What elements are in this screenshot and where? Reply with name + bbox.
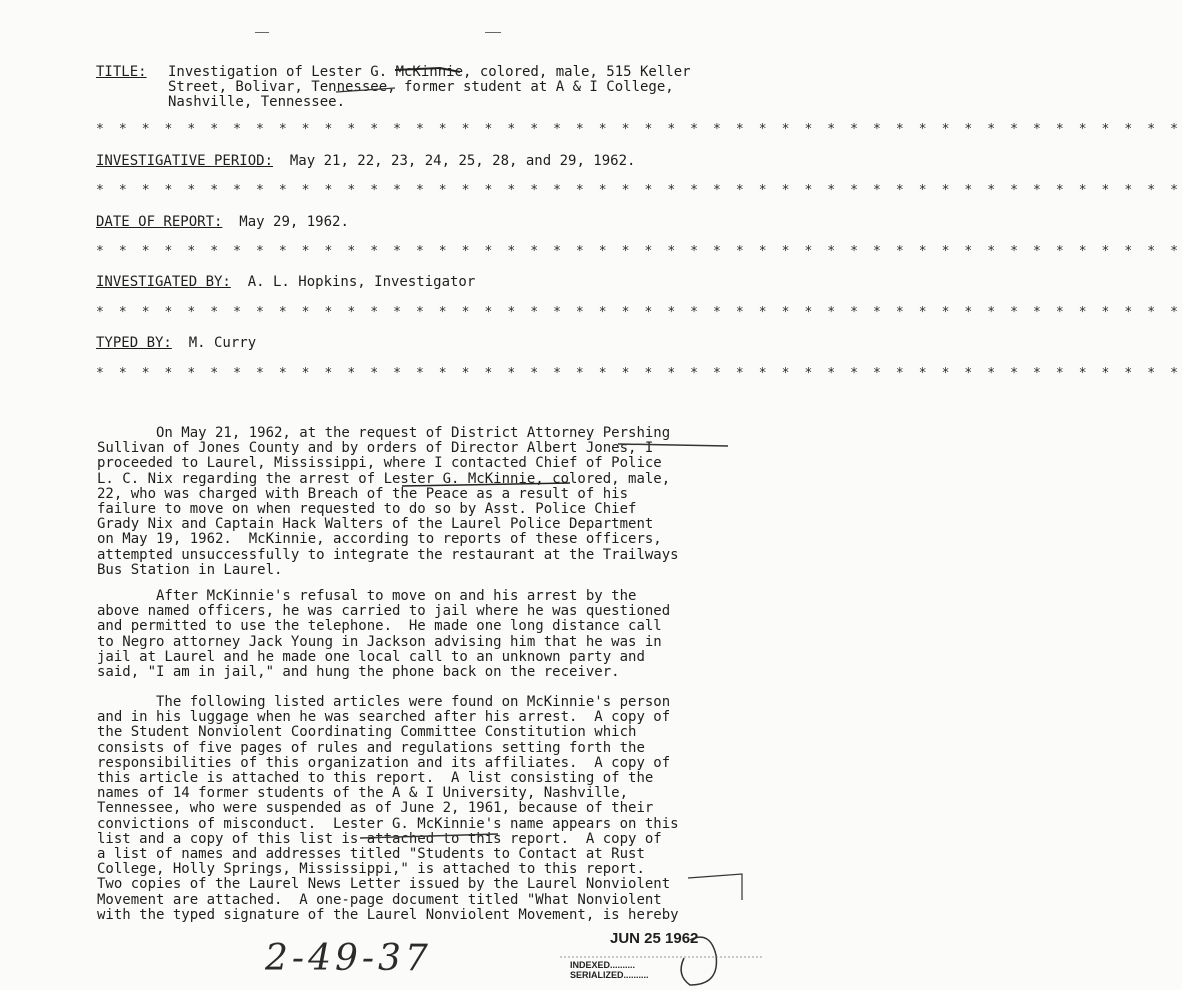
star-divider: * * * * * * * * * * * * * * * * * * * * * * * * * * * * * * * * * * * * * * * * * * * * * * * * (96, 305, 1182, 320)
indexed-line: INDEXED.......... (570, 960, 636, 970)
title-line: Nashville, Tennessee. (168, 94, 346, 110)
text-line: consists of five pages of rules and regulations setting forth the (97, 739, 645, 756)
text-line: the Student Nonviolent Coordinating Committee Constitution which (97, 724, 637, 741)
text-line: with the typed signature of the Laurel Nonviolent Movement, is hereby (97, 906, 679, 923)
date-label: DATE OF REPORT: (96, 214, 223, 230)
typed-value: M. Curry (188, 335, 257, 351)
text-line: On May 21, 1962, at the request of District Attorney Pershing (97, 425, 671, 441)
handwritten-file-number: 2-49-37 (265, 938, 432, 979)
text-line: Movement are attached. A one-page document titled "What Nonviolent (97, 891, 662, 908)
text-line: Tennessee, who were suspended as of June 2, 1961, because of their (97, 800, 654, 817)
text-line: list and a copy of this list is attached to this report. A copy of (97, 830, 662, 847)
period-label: INVESTIGATIVE PERIOD: (96, 153, 274, 169)
text-line: said, "I am in jail," and hung the phone back on the receiver. (97, 664, 620, 681)
text-line: Bus Station in Laurel. (97, 561, 283, 578)
text-line: above named officers, he was carried to jail where he was questioned (97, 603, 671, 620)
star-divider: * * * * * * * * * * * * * * * * * * * * * * * * * * * * * * * * * * * * * * * * * * * * * * * * (96, 122, 1182, 137)
text-line: convictions of misconduct. Lester G. McKinnie's name appears on this (97, 815, 679, 832)
index-stamp (570, 960, 649, 980)
title-line: Investigation of Lester G. McKinnie, colored, male, 515 Keller (168, 64, 691, 80)
text-line: The following listed articles were found on McKinnie's person (97, 694, 671, 710)
text-line: Grady Nix and Captain Hack Walters of the Laurel Police Department (97, 516, 654, 533)
text-line: a list of names and addresses titled "Students to Contact at Rust (97, 846, 645, 863)
serialized-line: SERIALIZED.......... (570, 970, 649, 980)
text-line: attempted unsuccessfully to integrate the restaurant at the Trailways (97, 546, 679, 563)
text-line: names of 14 former students of the A & I University, Nashville, (97, 785, 629, 802)
title-line: Street, Bolivar, Tennessee, former student at A & I College, (168, 79, 674, 95)
text-line: Sullivan of Jones County and by orders of Director Albert Jones, I (97, 440, 654, 457)
text-line: responsibilities of this organization and its affiliates. A copy of (97, 754, 671, 771)
text-line: 22, who was charged with Breach of the Peace as a result of his (97, 485, 629, 502)
date-value: May 29, 1962. (239, 214, 349, 230)
text-line: Two copies of the Laurel News Letter issued by the Laurel Nonviolent (97, 876, 671, 893)
investigator-label: INVESTIGATED BY: (96, 274, 231, 290)
text-line: proceeded to Laurel, Mississippi, where I contacted Chief of Police (97, 455, 662, 472)
star-divider: * * * * * * * * * * * * * * * * * * * * * * * * * * * * * * * * * * * * * * * * * * * * * * * * (96, 244, 1182, 259)
investigator-value: A. L. Hopkins, Investigator (247, 274, 476, 290)
star-divider: * * * * * * * * * * * * * * * * * * * * * * * * * * * * * * * * * * * * * * * * * * * * * * * * (96, 183, 1182, 198)
star-divider: * * * * * * * * * * * * * * * * * * * * * * * * * * * * * * * * * * * * * * * * * * * * * * * * (96, 366, 1182, 381)
text-line: L. C. Nix regarding the arrest of Lester G. McKinnie, colored, male, (97, 470, 671, 487)
text-line: jail at Laurel and he made one local call to an unknown party and (97, 648, 645, 665)
text-line: After McKinnie's refusal to move on and his arrest by the (97, 588, 637, 604)
text-line: to Negro attorney Jack Young in Jackson advising him that he was in (97, 633, 662, 650)
text-line: on May 19, 1962. McKinnie, according to reports of these officers, (97, 531, 662, 548)
typed-label: TYPED BY: (96, 335, 172, 351)
text-line: and permitted to use the telephone. He made one long distance call (97, 618, 662, 635)
received-date-stamp: JUN 25 1962 (610, 930, 699, 947)
text-line: College, Holly Springs, Mississippi," is attached to this report. (97, 861, 645, 878)
text-line: and in his luggage when he was searched after his arrest. A copy of (97, 709, 671, 726)
text-line: failure to move on when requested to do so by Asst. Police Chief (97, 501, 637, 518)
text-line: this article is attached to this report. A list consisting of the (97, 770, 654, 787)
title-label: TITLE: (96, 64, 147, 80)
period-value: May 21, 22, 23, 24, 25, 28, and 29, 1962. (289, 153, 636, 169)
